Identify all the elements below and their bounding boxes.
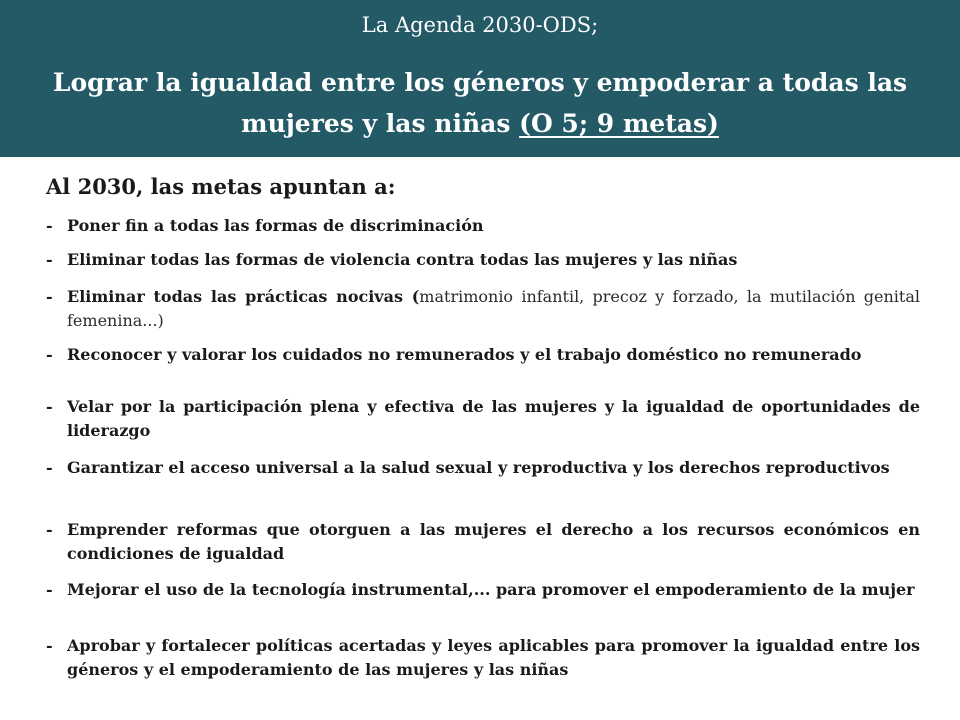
goal-examples: matrimonio infantil, precoz y forzado, la mutilación genital femenina...)	[67, 287, 920, 330]
goal-text: Velar por la participación plena y efectiva de las mujeres y la igualdad de oportunidades de liderazgo	[67, 397, 920, 440]
goal-item	[46, 634, 920, 682]
bullet-dash: -	[46, 287, 53, 306]
goal-text: Aprobar y fortalecer políticas acertadas y leyes aplicables para promover la igualdad entre los géneros y el empoderamiento de las mujeres y las niñas	[67, 636, 920, 679]
bullet-dash: -	[46, 397, 53, 416]
goal-text: Garantizar el acceso universal a la salud sexual y reproductiva y los derechos reproductivos	[67, 458, 890, 477]
goal-text: Mejorar el uso de la tecnología instrumental,... para promover el empoderamiento de la mujer	[67, 580, 915, 599]
goal-item	[46, 456, 920, 480]
goal-item	[46, 343, 920, 367]
bullet-dash: -	[46, 345, 53, 364]
bullet-dash: -	[46, 216, 53, 235]
slide-subtitle: La Agenda 2030-ODS;	[361, 13, 599, 37]
goal-item	[46, 214, 920, 238]
goal-text: Emprender reformas que otorguen a las mujeres el derecho a los recursos económicos en condiciones de igualdad	[67, 520, 920, 563]
goal-text: Reconocer y valorar los cuidados no remunerados y el trabajo doméstico no remunerado	[67, 345, 862, 364]
slide-title-main: Lograr la igualdad entre los géneros y empoderar a todas las mujeres y las niñas	[52, 68, 908, 138]
goal-item	[46, 285, 920, 333]
slide-header	[0, 0, 960, 157]
bullet-dash: -	[46, 520, 53, 539]
goal-item	[46, 578, 920, 602]
bullet-dash: -	[46, 580, 53, 599]
goal-item	[46, 248, 920, 272]
goal-item	[46, 518, 920, 566]
goal-text: Poner fin a todas las formas de discriminación	[67, 216, 484, 235]
bullet-dash: -	[46, 458, 53, 477]
intro-heading: Al 2030, las metas apuntan a:	[46, 174, 396, 199]
goal-item	[46, 395, 920, 443]
bullet-dash: -	[46, 636, 53, 655]
slide-title-goal-ref: (O 5; 9 metas)	[519, 109, 719, 138]
goal-text: Eliminar todas las prácticas nocivas (	[67, 287, 420, 306]
slide-title	[20, 62, 940, 144]
bullet-dash: -	[46, 250, 53, 269]
goal-text: Eliminar todas las formas de violencia contra todas las mujeres y las niñas	[67, 250, 738, 269]
